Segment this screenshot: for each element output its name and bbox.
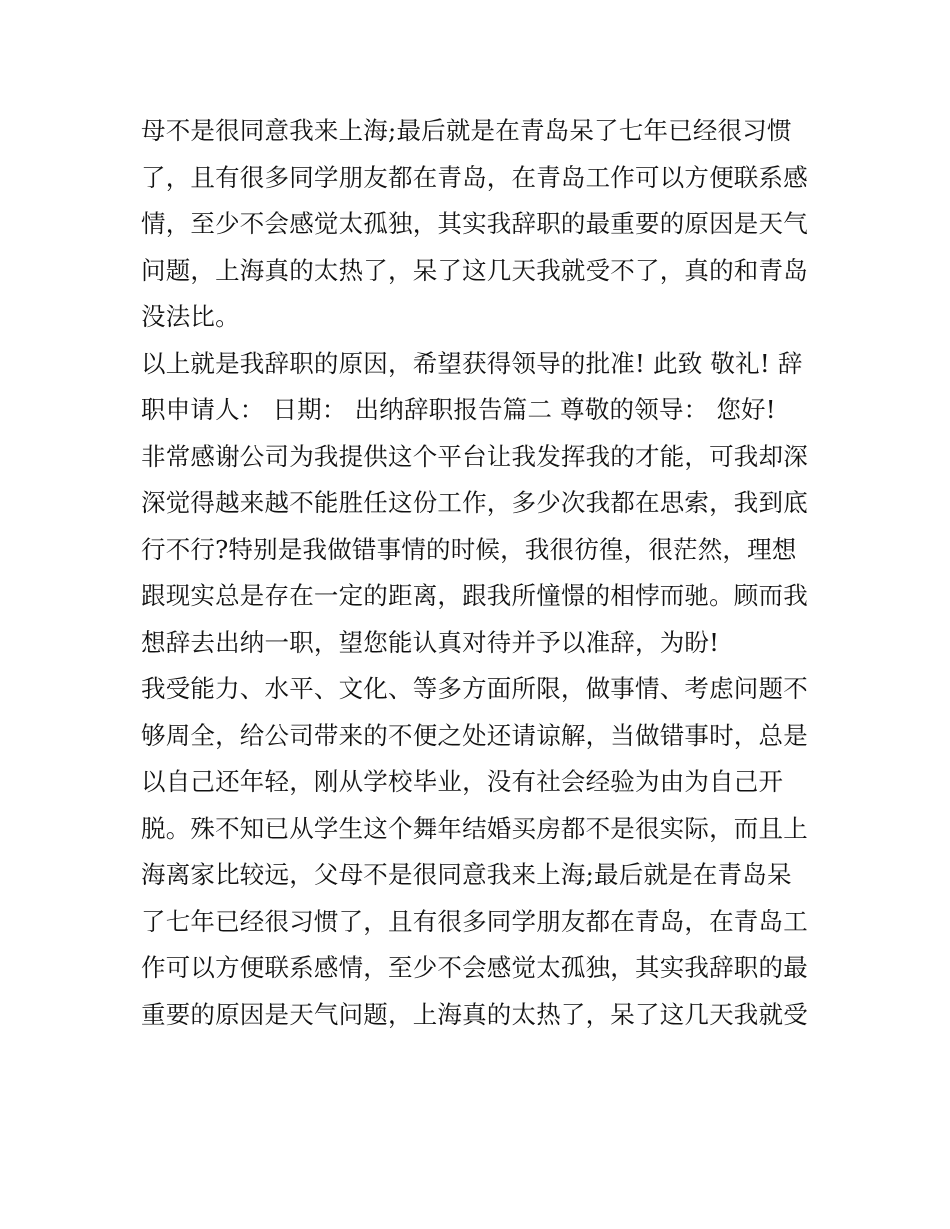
text-line: 行不行?特别是我做错事情的时候，我很彷徨，很茫然，理想 <box>141 534 797 564</box>
text-line: 够周全，给公司带来的不便之处还请谅解，当做错事时，总是 <box>141 720 808 750</box>
text-line: 以自己还年轻，刚从学校毕业，没有社会经验为由为自己开 <box>141 767 784 796</box>
text-line: 脱。殊不知已从学生这个舞年结婚买房都不是很实际，而且上 <box>141 813 808 843</box>
text-line: 母不是很同意我来上海;最后就是在青岛呆了七年已经很习惯 <box>141 116 792 145</box>
text-line: 了七年已经很习惯了，且有很多同学朋友都在青岛，在青岛工 <box>141 906 808 936</box>
text-line: 非常感谢公司为我提供这个平台让我发挥我的才能，可我却深 <box>141 441 808 471</box>
text-line: 跟现实总是存在一定的距离，跟我所憧憬的相悖而驰。顾而我 <box>141 581 808 610</box>
text-line: 情，至少不会感觉太孤独，其实我辞职的最重要的原因是天气 <box>141 209 808 238</box>
text-line: 问题，上海真的太热了，呆了这几天我就受不了，真的和青岛 <box>141 255 808 285</box>
text-line: 作可以方便联系感情，至少不会感觉太孤独，其实我辞职的最 <box>141 953 808 982</box>
text-line: 重要的原因是天气问题，上海真的太热了，呆了这几天我就受 <box>141 999 808 1029</box>
text-line: 想辞去出纳一职，望您能认真对待并予以准辞，为盼! <box>141 627 720 657</box>
document-body <box>141 108 821 1038</box>
text-line: 我受能力、水平、文化、等多方面所限，做事情、考虑问题不 <box>141 674 808 703</box>
text-line: 了，且有很多同学朋友都在青岛，在青岛工作可以方便联系感 <box>141 162 808 192</box>
text-line: 海离家比较远，父母不是很同意我来上海;最后就是在青岛呆 <box>141 860 792 889</box>
text-line: 没法比。 <box>141 302 240 331</box>
text-line: 以上就是我辞职的原因，希望获得领导的批准! 此致 敬礼! 辞 <box>141 348 803 378</box>
text-line: 深觉得越来越不能胜任这份工作，多少次我都在思索，我到底 <box>141 488 808 517</box>
text-line: 职申请人： 日期： 出纳辞职报告篇二 尊敬的领导： 您好! <box>141 395 776 424</box>
